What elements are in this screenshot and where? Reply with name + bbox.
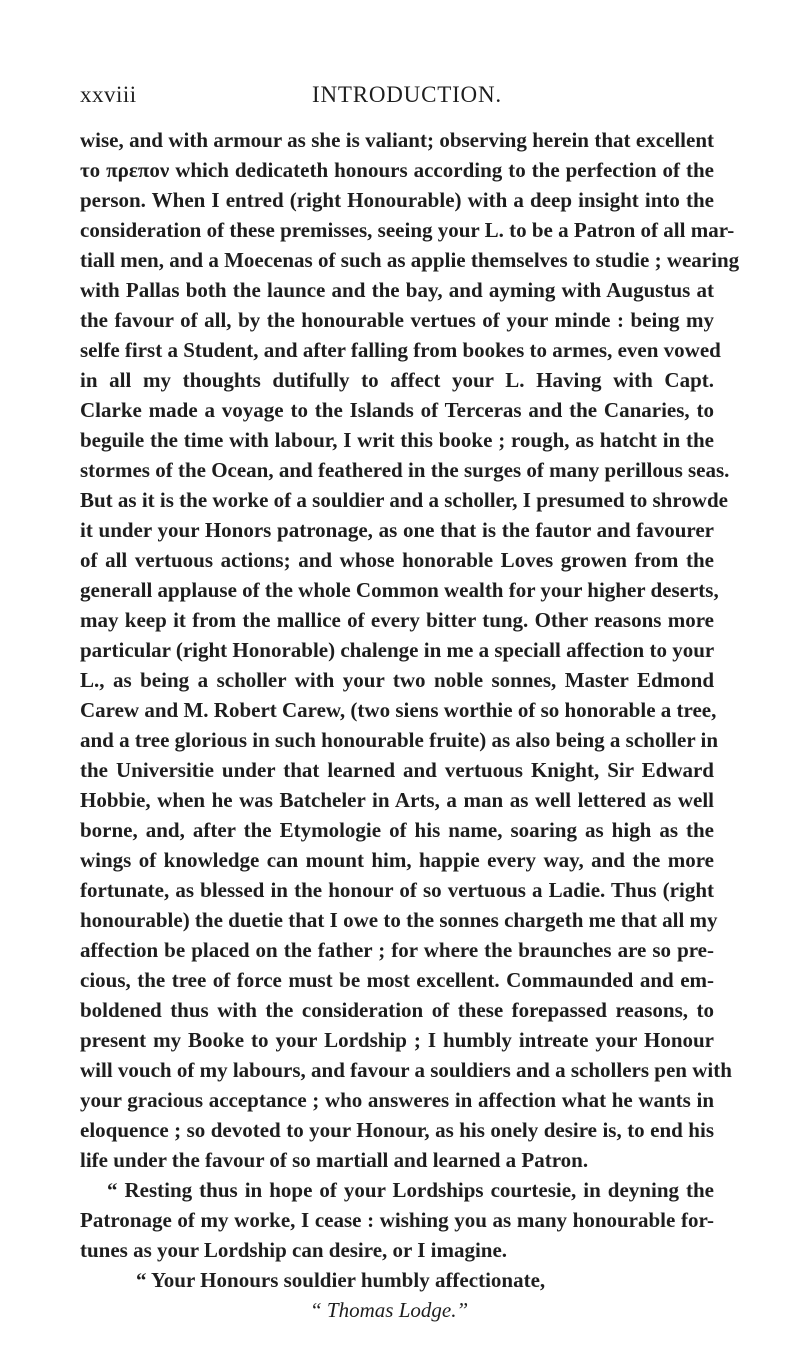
- text-line: borne, and, after the Etymologie of his name, soaring as high as the: [80, 818, 714, 842]
- text-line: generall applause of the whole Common wealth for your higher deserts,: [80, 578, 719, 602]
- text-line: eloquence ; so devoted to your Honour, as his onely desire is, to end his: [80, 1118, 714, 1142]
- text-line: Hobbie, when he was Batcheler in Arts, a man as well lettered as well: [80, 788, 714, 812]
- text-line: honourable) the duetie that I owe to the sonnes chargeth me that all my: [80, 908, 718, 932]
- text-line: tiall men, and a Moecenas of such as applie themselves to studie ; wearing: [80, 248, 740, 272]
- text-line: will vouch of my labours, and favour a souldiers and a schollers pen with: [80, 1058, 732, 1082]
- signature-text: “ Thomas Lodge.”: [310, 1298, 469, 1322]
- text-line: life under the favour of so martiall and learned a Patron.: [80, 1148, 589, 1172]
- text-line: it under your Honors patronage, as one that is the fautor and favourer: [80, 518, 714, 542]
- text-line: fortunate, as blessed in the honour of so vertuous a Ladie. Thus (right: [80, 878, 714, 902]
- text-line: the Universitie under that learned and vertuous Knight, Sir Edward: [80, 758, 714, 782]
- text-line: beguile the time with labour, I writ this booke ; rough, as hatcht in the: [80, 428, 714, 452]
- text-line: present my Booke to your Lordship ; I humbly intreate your Honour: [80, 1028, 714, 1052]
- text-line: your gracious acceptance ; who answeres in affection what he wants in: [80, 1088, 714, 1112]
- running-title: INTRODUCTION.: [312, 82, 502, 107]
- text-line: stormes of the Ocean, and feathered in the surges of many perillous seas.: [80, 458, 730, 482]
- text-line: tunes as your Lordship can desire, or I imagine.: [80, 1238, 508, 1262]
- page-number: xxviii: [80, 82, 137, 107]
- text-line: particular (right Honorable) chalenge in me a speciall affection to your: [80, 638, 715, 662]
- text-line: person. When I entred (right Honourable) with a deep insight into the: [80, 188, 714, 212]
- text-line: But as it is the worke of a souldier and a scholler, I presumed to shrowde: [80, 488, 728, 512]
- text-line: and a tree glorious in such honourable fruite) as also being a scholler in: [80, 728, 719, 752]
- text-line: cious, the tree of force must be most excellent. Commaunded and em-: [80, 968, 714, 992]
- text-line: Carew and M. Robert Carew, (two siens worthie of so honorable a tree,: [80, 698, 717, 722]
- body-text: [80, 125, 740, 1325]
- text-line: of all vertuous actions; and whose honorable Loves growen from the: [80, 548, 714, 572]
- signature: [80, 1295, 714, 1325]
- text-line: in all my thoughts dutifully to affect your L. Having with Capt.: [80, 368, 714, 392]
- text-line: may keep it from the mallice of every bitter tung. Other reasons more: [80, 608, 714, 632]
- text-line: L., as being a scholler with your two noble sonnes, Master Edmond: [80, 668, 714, 692]
- text-line: with Pallas both the launce and the bay, and ayming with Augustus at: [80, 278, 714, 302]
- text-line: the favour of all, by the honourable vertues of your minde : being my: [80, 308, 714, 332]
- text-line: “ Resting thus in hope of your Lordships courtesie, in deyning the: [107, 1178, 714, 1202]
- text-line: Patronage of my worke, I cease : wishing you as many honourable for-: [80, 1208, 714, 1232]
- text-line: wings of knowledge can mount him, happie every way, and the more: [80, 848, 714, 872]
- text-line: wise, and with armour as she is valiant; observing herein that excellent: [80, 128, 714, 152]
- text-line: το πρεπον which dedicateth honours according to the perfection of the: [80, 158, 714, 182]
- text-line: affection be placed on the father ; for where the braunches are so pre-: [80, 938, 714, 962]
- text-line: consideration of these premisses, seeing your L. to be a Patron of all mar-: [80, 218, 735, 242]
- text-line: Clarke made a voyage to the Islands of Terceras and the Canaries, to: [80, 398, 714, 422]
- running-head: [80, 82, 714, 112]
- text-line: selfe first a Student, and after falling from bookes to armes, even vowed: [80, 338, 721, 362]
- closing-line: “ Your Honours souldier humbly affectionate,: [136, 1268, 546, 1292]
- text-line: boldened thus with the consideration of these forepassed reasons, to: [80, 998, 714, 1022]
